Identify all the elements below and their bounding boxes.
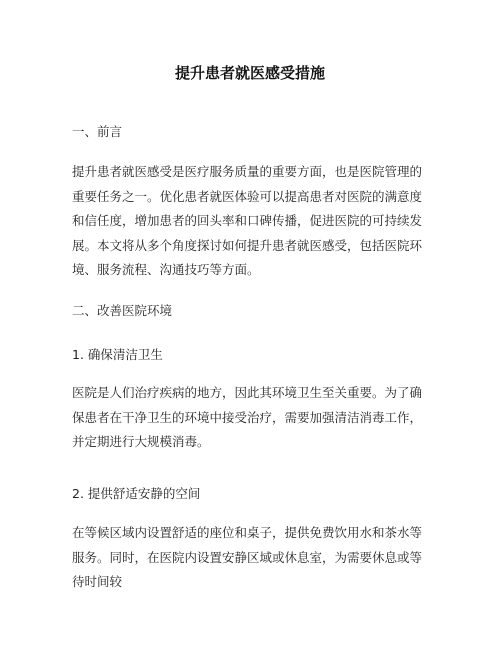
subheading-cleanliness: 1. 确保清洁卫生: [72, 347, 163, 362]
section-heading-preface: 一、前言: [72, 124, 123, 139]
cleanliness-paragraph: 医院是人们治疗疾病的地方，因此其环境卫生至关重要。为了确保患者在干净卫生的环境中接受治疗，需要加强清洁消毒工作，并定期进行大规模消毒。: [72, 385, 423, 449]
section-heading-environment: 二、改善医院环境: [72, 303, 173, 318]
subheading-comfortable-space: 2. 提供舒适安静的空间: [72, 486, 201, 501]
document-title: 提升患者就医感受措施: [174, 64, 325, 82]
preface-paragraph: 提升患者就医感受是医疗服务质量的重要方面，也是医院管理的重要任务之一。优化患者就医体验可以提高患者对医院的满意度和信任度，增加患者的回头率和口碑传播，促进医院的可持续发展。本文将从多个角度探讨如何提升患者就医感受，包括医院环境、服务流程、沟通技巧等方面。: [72, 164, 423, 277]
comfortable-space-paragraph: 在等候区域内设置舒适的座位和桌子，提供免费饮用水和茶水等服务。同时，在医院内设置安静区域或休息室，为需要休息或等待时间较: [72, 525, 423, 589]
